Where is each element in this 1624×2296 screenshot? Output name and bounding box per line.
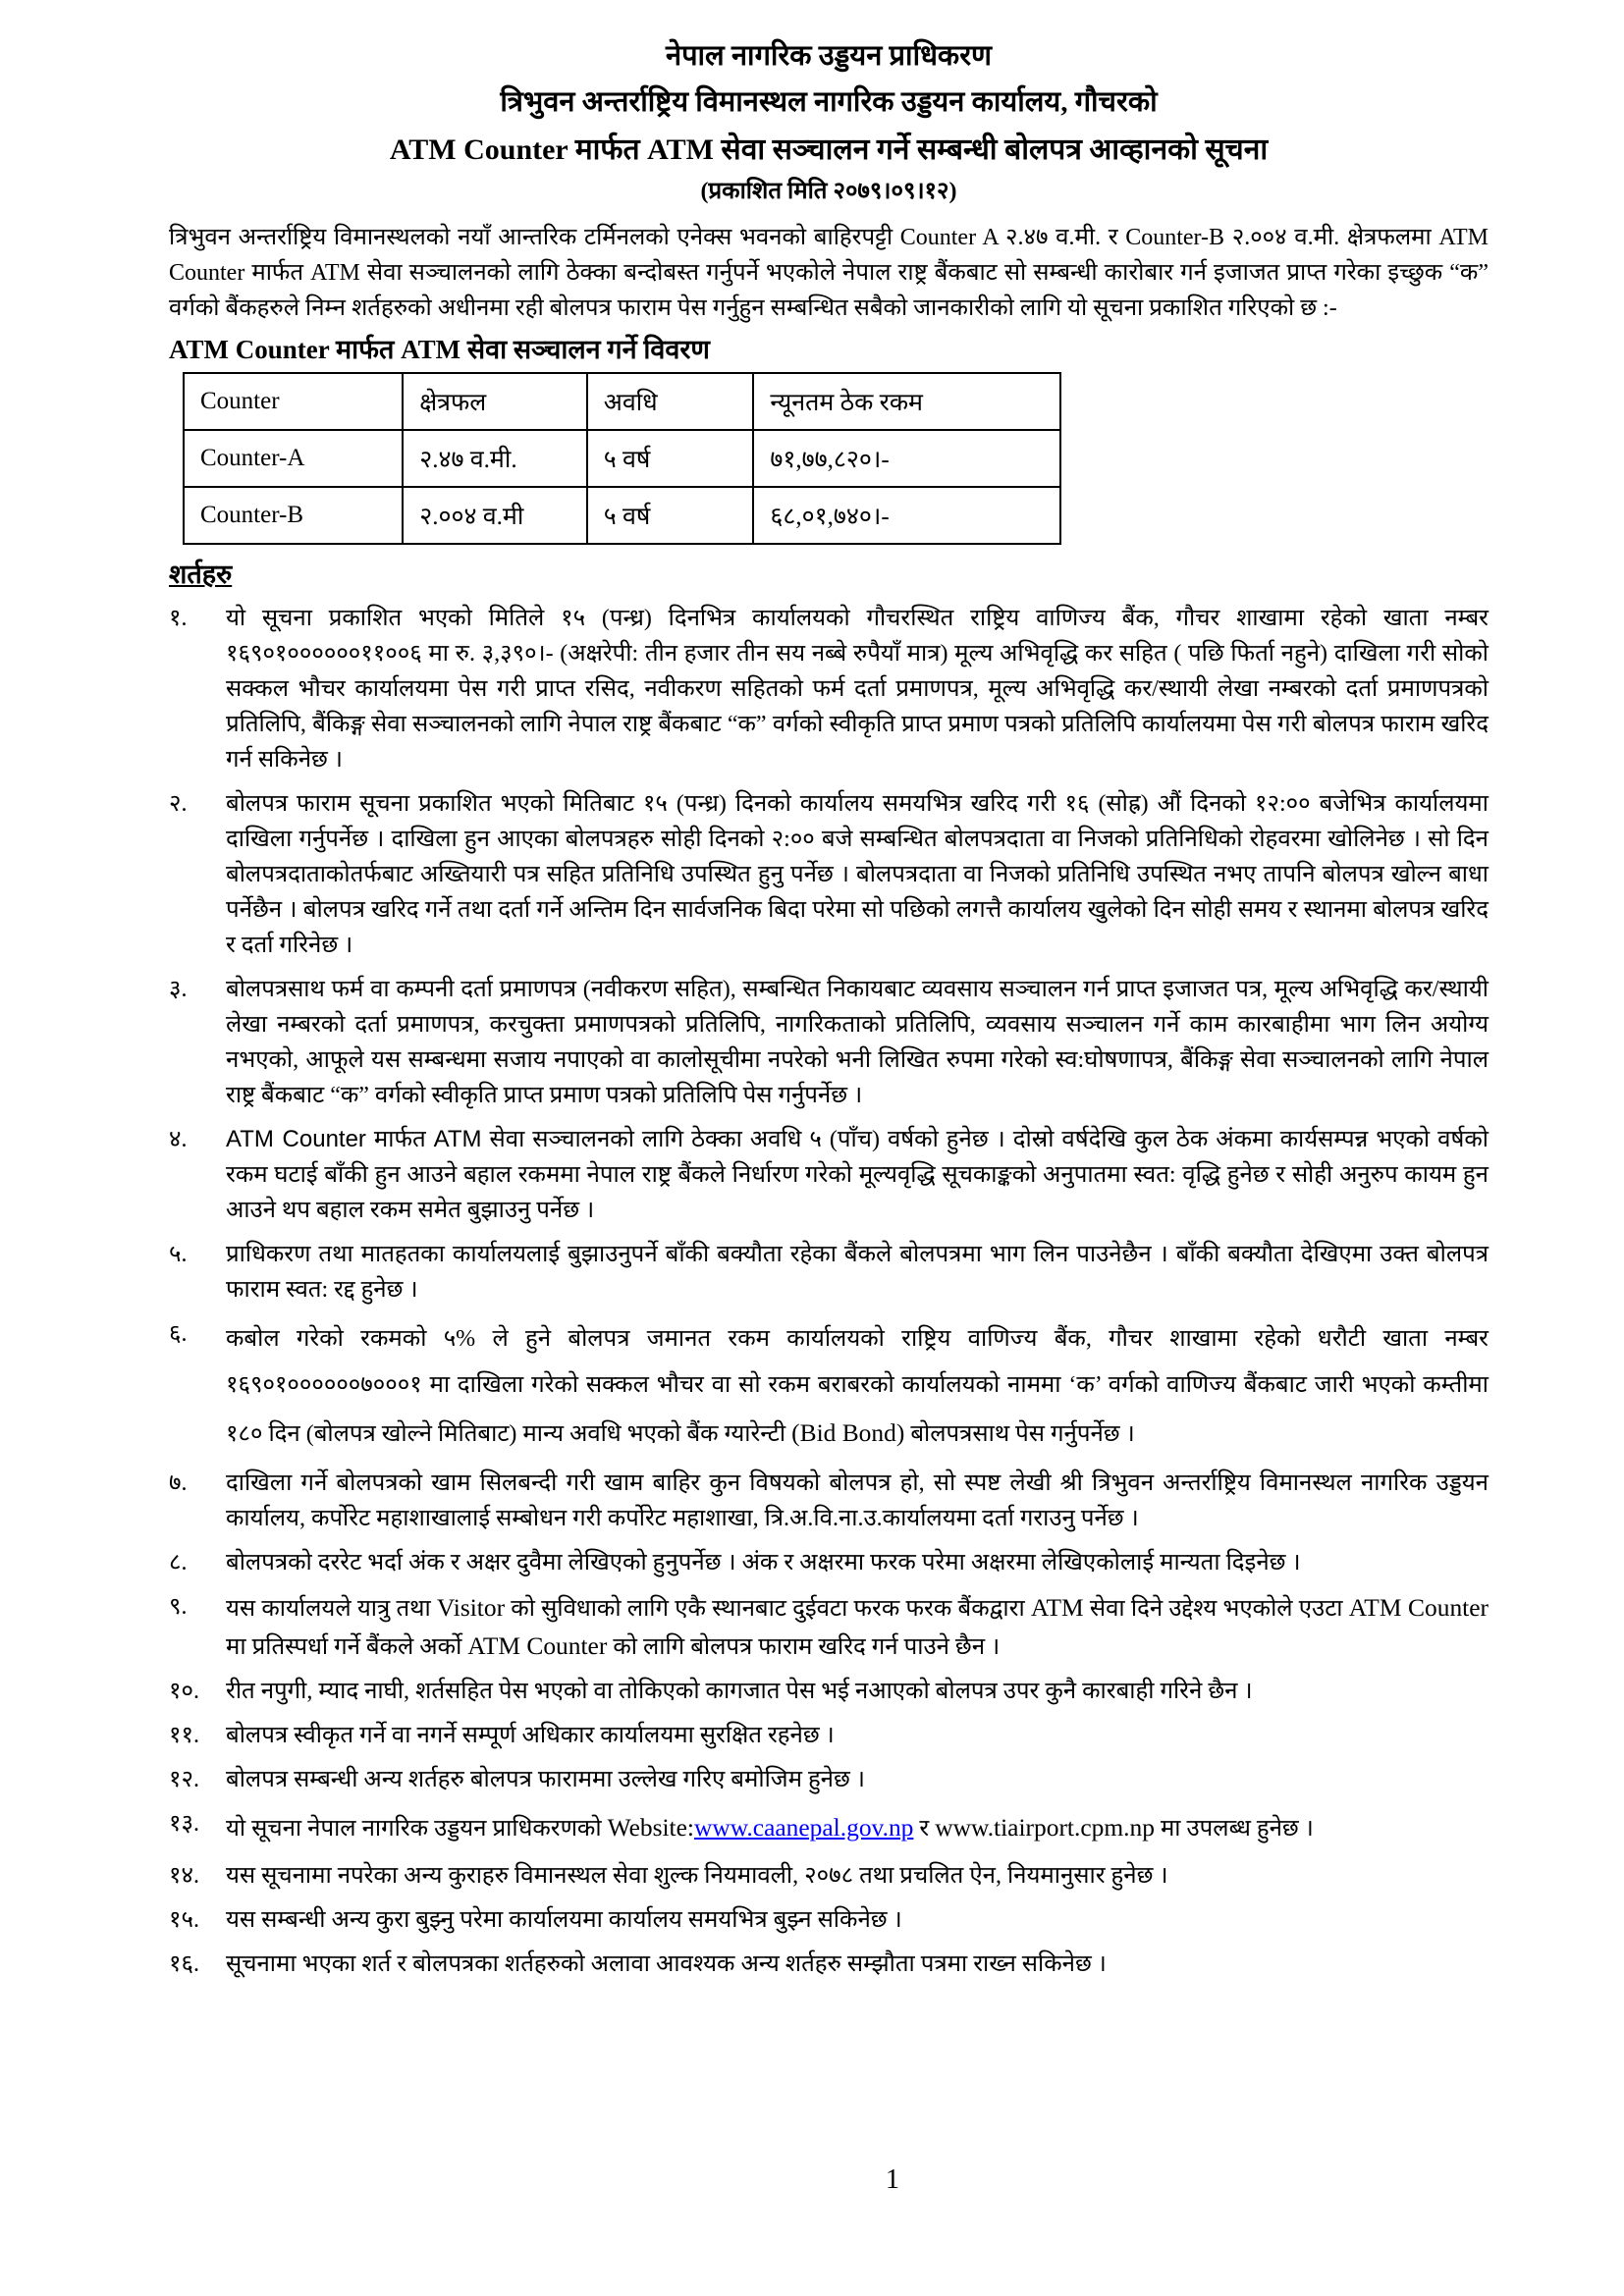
condition-text xyxy=(226,1762,1489,1797)
condition-number: ६. xyxy=(169,1321,188,1347)
latin-text-run: ATM xyxy=(1030,1593,1084,1623)
condition-number: ७. xyxy=(169,1470,188,1497)
text-run: यस सूचनामा नपरेका अन्य कुराहरु विमानस्थल सेवा शुल्क नियमावली, २०७८ तथा प्रचलित ऐन, नियमानुसार हुनेछ । xyxy=(226,1862,1168,1889)
table-cell: Counter-A xyxy=(184,430,403,487)
condition-text xyxy=(226,1806,1489,1849)
text-run: प्राधिकरण तथा मातहतका कार्यालयलाई बुझाउनुपर्ने बाँकी बक्यौता रहेका बैंकले बोलपत्रमा भाग लिन पाउनेछैन । बाँकी बक्यौता देखिएमा उक्त बोलपत्र फाराम स्वत: रद्द हुनेछ । xyxy=(226,1242,1489,1303)
condition-text xyxy=(226,1589,1489,1664)
condition-number: ४. xyxy=(169,1127,188,1152)
text-run: बोलपत्र सम्बन्धी अन्य शर्तहरु बोलपत्र फाराममा उल्लेख गरिए बमोजिम हुनेछ । xyxy=(226,1766,865,1792)
text-run: बोलपत्र स्वीकृत गर्ने वा नगर्ने सम्पूर्ण अधिकार कार्यालयमा सुरक्षित रहनेछ । xyxy=(226,1722,835,1748)
latin-text-run: www.tiairport.cpm.np xyxy=(935,1812,1155,1842)
condition-number: १२. xyxy=(169,1766,199,1792)
latin-text-run: Visitor xyxy=(436,1593,506,1623)
table-row xyxy=(184,430,1060,487)
sans-text-run: ATM xyxy=(433,1126,482,1152)
table-header-cell: क्षेत्रफल xyxy=(403,373,587,430)
condition-number: १५. xyxy=(169,1906,199,1933)
published-date: (प्रकाशित मिति २०७९।०९।१२) xyxy=(700,179,957,204)
org-name: नेपाल नागरिक उड्डयन प्राधिकरण xyxy=(665,40,993,72)
text-run: बोलपत्र फाराम सूचना प्रकाशित भएको मितिबाट १५ (पन्ध्र) दिनको कार्यालय समयभित्र खरिद गरी १६ (सोह्र) औं दिनको १२:०० बजेभित्र कार्यालयमा दाखिला गर्नुपर्नेछ । दाखिला हुन आएका बोलपत्रहरु सोही दिनको २:०० बजे सम्बन्धित बोलपत्रदाता वा निजको प्रतिनिधिको रोहवरमा खोलिनेछ । सो दिन बोलपत्रदाताकोतर्फबाट अख्तियारी पत्र सहित प्रतिनिधि उपस्थित हुनु पर्नेछ । बोलपत्रदाता वा निजको प्रतिनिधि उपस्थित नभए तापनि बोलपत्र खोल्न बाधा पर्नेछैन । बोलपत्र खरिद गर्ने तथा दर्ता गर्ने अन्तिम दिन सार्वजनिक बिदा परेमा सो पछिको लगत्तै कार्यालय खुलेको दिन सोही समय र स्थानमा बोलपत्र खरिद र दर्ता गरिनेछ । xyxy=(226,791,1489,958)
table-cell: २.४७ व.मी. xyxy=(403,430,587,487)
text-run: बोलपत्रको दररेट भर्दा अंक र अक्षर दुवैमा लेखिएको हुनुपर्नेछ । अंक र अक्षरमा फरक परेमा अक्षरमा लेखिएकोलाई मान्यता दिइनेछ । xyxy=(226,1550,1301,1576)
conditions-heading: शर्तहरु xyxy=(169,560,233,589)
table-header-cell: न्यूनतम ठेक रकम xyxy=(753,373,1060,430)
condition-item xyxy=(169,1902,1489,1938)
text-run: सेवा सञ्चालनको लागि ठेक्का अवधि ५ (पाँच) वर्षको हुनेछ । दोस्रो वर्षदेखि कुल ठेक अंकमा कार्यसम्पन्न भएको वर्षको रकम घटाई बाँकी हुन आउने बहाल रकममा नेपाल राष्ट्र बैंकले निर्धारण गरेको मूल्यवृद्धि सूचकाङ्कको अनुपातमा स्वत: वृद्धि हुनेछ र सोही अनुरुप कायम हुन आउने थप बहाल रकम समेत बुझाउनु पर्नेछ । xyxy=(226,1127,1489,1223)
intro-paragraph: त्रिभुवन अन्तर्राष्ट्रिय विमानस्थलको नयाँ आन्तरिक टर्मिनलको एनेक्स भवनको बाहिरपट्टी Counter A २.४७ व.मी. र Counter-B २.००४ व.मी. क्षेत्रफलमा ATM Counter मार्फत ATM सेवा सञ्चालनको लागि ठेक्का बन्दोबस्त गर्नुपर्ने भएकोले नेपाल राष्ट्र बैंकबाट सो सम्बन्धी कारोबार गर्न इजाजत प्राप्त गरेका इच्छुक “क” वर्गको बैंकहरुले निम्न शर्तहरुको अधीनमा रही बोलपत्र फाराम पेस गर्नुहुन सम्बन्धित सबैको जानकारीको लागि यो सूचना प्रकाशित गरिएको छ :- xyxy=(169,225,1489,321)
condition-item xyxy=(169,1858,1489,1894)
sans-text-run: ATM Counter xyxy=(226,1126,366,1152)
condition-number: १४. xyxy=(169,1862,199,1889)
condition-item xyxy=(169,1806,1489,1849)
text-run: को सुविधाको लागि एकै स्थानबाट दुईवटा फरक फरक बैंकद्वारा xyxy=(505,1596,1031,1623)
latin-text-run: ATM Counter xyxy=(1348,1593,1489,1623)
condition-item xyxy=(169,1947,1489,1982)
condition-number: २. xyxy=(169,791,188,817)
table-header-cell: अवधि xyxy=(587,373,754,430)
condition-text xyxy=(226,601,1489,777)
condition-text xyxy=(226,1674,1489,1709)
condition-text xyxy=(226,1858,1489,1894)
text-run: मा प्रतिस्पर्धा गर्ने बैंकले अर्को xyxy=(226,1633,468,1660)
condition-number: १. xyxy=(169,606,188,631)
condition-text xyxy=(226,1545,1489,1580)
condition-number: १०. xyxy=(169,1678,199,1704)
website-link[interactable]: www.caanepal.gov.np xyxy=(693,1812,914,1842)
office-name: त्रिभुवन अन्तर्राष्ट्रिय विमानस्थल नागरिक उड्डयन कार्यालय, गौचरको xyxy=(500,86,1158,118)
condition-text xyxy=(226,1947,1489,1982)
text-run: यो सूचना नेपाल नागरिक उड्डयन प्राधिकरणको xyxy=(226,1815,608,1842)
document-header xyxy=(169,35,1489,206)
condition-text xyxy=(226,1316,1489,1457)
condition-text xyxy=(226,786,1489,963)
table-cell: २.००४ व.मी xyxy=(403,487,587,544)
condition-text xyxy=(226,1902,1489,1938)
table-cell: ७१,७७,८२०।- xyxy=(753,430,1060,487)
condition-text xyxy=(226,1122,1489,1228)
text-run: सेवा दिने उद्देश्य भएकोले एउटा xyxy=(1083,1596,1349,1623)
text-run: यस सम्बन्धी अन्य कुरा बुझ्नु परेमा कार्यालयमा कार्यालय समयभित्र बुझ्न सकिनेछ । xyxy=(226,1906,902,1933)
condition-item xyxy=(169,1122,1489,1228)
condition-item xyxy=(169,1762,1489,1797)
condition-number: ९. xyxy=(169,1594,188,1621)
condition-number: ५. xyxy=(169,1242,188,1267)
latin-text-run: ATM Counter xyxy=(467,1630,608,1660)
text-run: यस कार्यालयले यात्रु तथा xyxy=(226,1596,437,1623)
condition-item xyxy=(169,786,1489,963)
latin-text-run: Website: xyxy=(607,1812,694,1842)
condition-text xyxy=(226,1718,1489,1753)
notice-title: ATM Counter मार्फत ATM सेवा सञ्चालन गर्ने सम्बन्धी बोलपत्र आव्हानको सूचना xyxy=(389,133,1269,166)
text-run: रीत नपुगी, म्याद नाघी, शर्तसहित पेस भएको वा तोकिएको कागजात पेस भई नआएको बोलपत्र उपर कुनै कारबाही गरिने छैन । xyxy=(226,1678,1253,1704)
table-cell: Counter-B xyxy=(184,487,403,544)
table-caption: ATM Counter मार्फत ATM सेवा सञ्चालन गर्ने विवरण xyxy=(169,335,710,364)
text-run: कबोल गरेको रकमको ५% ले हुने बोलपत्र जमानत रकम कार्यालयको राष्ट्रिय वाणिज्य बैंक, गौचर शाखामा रहेको धरौटी खाता नम्बर १६९०१००००००७०००१ मा दाखिला गरेको सक्कल भौचर वा सो रकम बराबरको कार्यालयको नाममा ‘क’ वर्गको वाणिज्य बैंकबाट जारी भएको कम्तीमा १८० दिन (बोलपत्र खोल्ने मितिबाट) मान्य अवधि भएको बैंक ग्यारेन्टी xyxy=(226,1326,1489,1447)
latin-text-run: (Bid Bond) xyxy=(791,1417,905,1447)
condition-text xyxy=(226,1237,1489,1308)
condition-item xyxy=(169,1237,1489,1308)
text-run: बोलपत्रसाथ पेस गर्नुपर्नेछ । xyxy=(904,1420,1135,1447)
condition-item xyxy=(169,1589,1489,1664)
text-run: मा उपलब्ध हुनेछ । xyxy=(1154,1815,1314,1842)
text-run: बोलपत्रसाथ फर्म वा कम्पनी दर्ता प्रमाणपत्र (नवीकरण सहित), सम्बन्धित निकायबाट व्यवसाय सञ्चालन गर्न प्राप्त इजाजत पत्र, मूल्य अभिवृद्धि कर/स्थायी लेखा नम्बरको दर्ता प्रमाणपत्र, करचुक्ता प्रमाणपत्रको प्रतिलिपि, नागरिकताको प्रतिलिपि, व्यवसाय सञ्चालन गर्ने काम कारबाहीमा भाग लिन अयोग्य नभएको, आफूले यस सम्बन्धमा सजाय नपाएको वा कालोसूचीमा नपरेको भनी लिखित रुपमा गरेको स्व:घोषणापत्र, बैंकिङ्ग सेवा सञ्चालनको लागि नेपाल राष्ट्र बैंकबाट “क” वर्गको स्वीकृति प्राप्त प्रमाण पत्रको प्रतिलिपि पेस गर्नुपर्नेछ । xyxy=(226,977,1489,1108)
table-header-cell: Counter xyxy=(184,373,403,430)
condition-item xyxy=(169,1674,1489,1709)
condition-number: ३. xyxy=(169,977,188,1002)
conditions-list xyxy=(169,601,1489,1982)
table-row xyxy=(184,487,1060,544)
condition-item xyxy=(169,1316,1489,1457)
table-cell: ६८,०१,७४०।- xyxy=(753,487,1060,544)
condition-item xyxy=(169,1718,1489,1753)
condition-number: १६. xyxy=(169,1950,199,1977)
condition-item xyxy=(169,972,1489,1113)
table-cell: ५ वर्ष xyxy=(587,430,754,487)
condition-item xyxy=(169,601,1489,777)
counters-table xyxy=(183,372,1061,545)
condition-number: ११. xyxy=(169,1722,199,1748)
text-run: यो सूचना प्रकाशित भएको मितिले १५ (पन्ध्र) दिनभित्र कार्यालयको गौचरस्थित राष्ट्रिय वाणिज्य बैंक, गौचर शाखामा रहेको खाता नम्बर १६९०१००००००११००६ मा रु. ३,३९०।- (अक्षरेपी: तीन हजार तीन सय नब्बे रुपैयाँ मात्र) मूल्य अभिवृद्धि कर सहित ( पछि फिर्ता नहुने) दाखिला गरी सोको सक्कल भौचर कार्यालयमा पेस गरी प्राप्त रसिद, नवीकरण सहितको फर्म दर्ता प्रमाणपत्र, मूल्य अभिवृद्धि कर/स्थायी लेखा नम्बरको दर्ता प्रमाणपत्रको प्रतिलिपि, बैंकिङ्ग सेवा सञ्चालनको लागि नेपाल राष्ट्र बैंकबाट “क” वर्गको स्वीकृति प्राप्त प्रमाण पत्रको प्रतिलिपि कार्यालयमा पेस गरी बोलपत्र फाराम खरिद गर्न सकिनेछ । xyxy=(226,606,1489,773)
text-run: को लागि बोलपत्र फाराम खरिद गर्न पाउने छैन । xyxy=(607,1633,1001,1660)
text-run: मार्फत xyxy=(365,1127,434,1152)
text-run: दाखिला गर्ने बोलपत्रको खाम सिलबन्दी गरी खाम बाहिर कुन विषयको बोलपत्र हो, सो स्पष्ट लेखी श्री त्रिभुवन अन्तर्राष्ट्रिय विमानस्थल नागरिक उड्डयन कार्यालय, कर्पोरेट महाशाखालाई सम्बोधन गरी कर्पोरेट महाशाखा, त्रि.अ.वि.ना.उ.कार्यालयमा दर्ता गराउनु पर्नेछ । xyxy=(226,1470,1489,1532)
text-run: सूचनामा भएका शर्त र बोलपत्रका शर्तहरुको अलावा आवश्यक अन्य शर्तहरु सम्झौता पत्रमा राख्न सकिनेछ । xyxy=(226,1950,1107,1977)
condition-number: ८. xyxy=(169,1550,188,1576)
table-cell: ५ वर्ष xyxy=(587,487,754,544)
condition-number: १३. xyxy=(169,1810,199,1837)
condition-item xyxy=(169,1545,1489,1580)
text-run: र xyxy=(913,1815,936,1842)
table-header-row xyxy=(184,373,1060,430)
condition-item xyxy=(169,1466,1489,1536)
condition-text xyxy=(226,1466,1489,1536)
condition-text xyxy=(226,972,1489,1113)
page-number: 1 xyxy=(886,2164,899,2195)
